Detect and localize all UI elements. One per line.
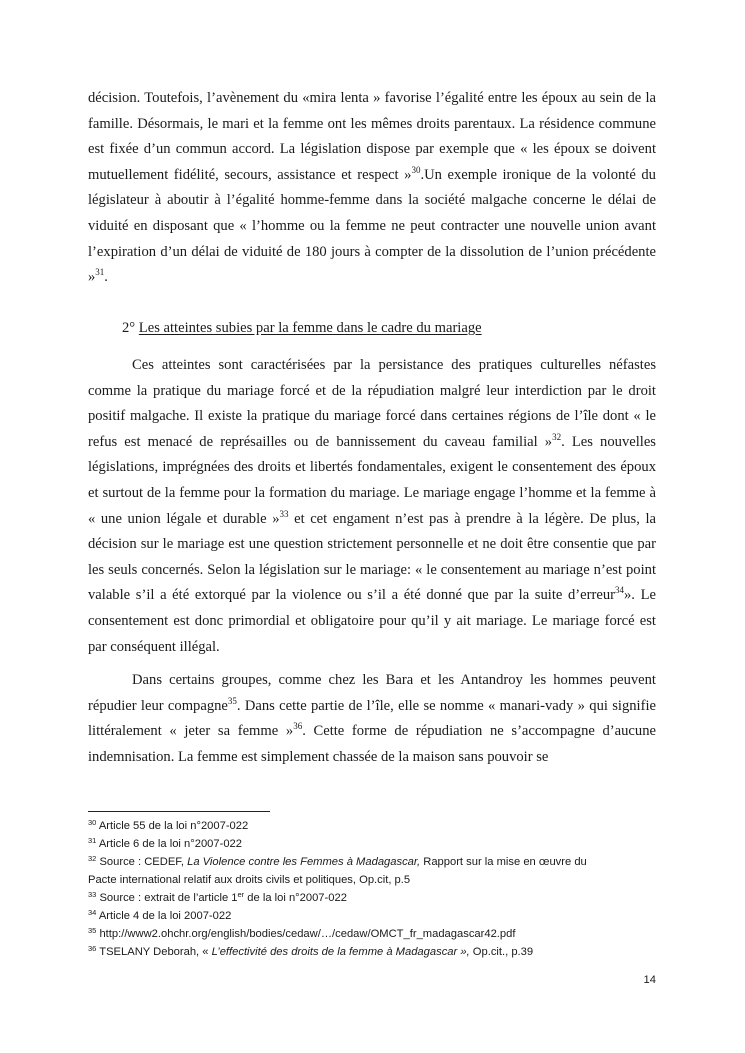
footnote-url[interactable]: http://www2.ohchr.org/english/bodies/cedaw/…/cedaw/OMCT_fr_madagascar42.pdf [96, 928, 516, 940]
footnote-36 [88, 943, 663, 961]
section-heading [122, 316, 482, 342]
paragraph-text: . [104, 269, 108, 286]
footnote-number: 32 [88, 854, 97, 863]
footnote-text: TSELANY Deborah, « [96, 946, 212, 958]
footnote-number: 30 [88, 818, 97, 827]
footnote-number: 36 [88, 944, 97, 953]
section-title: Les atteintes subies par la femme dans le cadre du mariage [138, 320, 482, 336]
footnote-text: Source : extrait de l’article 1 [96, 892, 238, 904]
footnote-32 [88, 853, 663, 871]
paragraph-text: . Cette forme de répudiation ne s’accompagne d’aucune indemnisation. La femme est simplement chassée de la maison sans pouvoir se [88, 723, 656, 765]
footnote-34 [88, 907, 663, 925]
footnote-33 [88, 889, 663, 907]
paragraph-text: décision. Toutefois, l’avènement du «mira lenta » favorise l’égalité entre les époux au sein de la famille. Désormais, le mari et la femme ont les mêmes droits parentaux. La résidence commune est fixée d’un commun accord. La législation dispose par exemple que « les époux se doivent mutuellement fidélité, secours, assistance et respect » [88, 90, 656, 183]
footnote-31 [88, 835, 663, 853]
footnote-number: 34 [88, 908, 97, 917]
footnote-text: Source : CEDEF, [96, 856, 188, 868]
footnote-italic-title: La Violence contre les Femmes à Madagascar, [187, 856, 421, 868]
paragraph-text: Dans certains groupes, comme chez les Bara et les Antandroy les hommes peuvent répudier leur compagne [88, 672, 656, 714]
footnote-text: Op.cit., p.39 [469, 946, 534, 958]
footnote-text: Article 6 de la loi n°2007-022 [96, 838, 242, 850]
footnote-ref-35[interactable]: 35 [227, 695, 237, 706]
footnote-separator [88, 811, 270, 812]
ordinal-superscript: er [237, 890, 245, 899]
paragraph-text: ». Le consentement est donc primordial et obligatoire pour qu’il y ait mariage. Le mariage forcé est par conséquent illégal. [88, 587, 656, 655]
paragraph-text: et cet engament n’est pas à prendre à la légère. De plus, la décision sur le mariage est une question strictement personnelle et ne doit être consentie que par les seuls concernés. Selon la législation sur le mariage: « le consentement au mariage n’est point valable s’il a été extorqué par la violence ou s’il a été donné que par la suite d’erreur [88, 510, 656, 604]
footnote-ref-33[interactable]: 33 [279, 508, 289, 519]
paragraph-text: Ces atteintes sont caractérisées par la persistance des pratiques culturelles néfastes comme la pratique du mariage forcé et de la répudiation malgré leur interdiction par le droit positif malgache. Il existe la pratique du mariage forcé dans certaines régions de l’île dont « le refus est menacé de représailles ou de bannissement du caveau familial » [88, 357, 656, 450]
paragraph-text: .Un exemple ironique de la volonté du législateur à aboutir à l’égalité homme-femme dans la société malgache concerne le délai de viduité en disposant que « l’homme ou la femme ne peut contracter une nouvelle union avant l’expiration d’un délai de viduité de 180 jours à compter de la dissolution de l’union précédente » [88, 166, 656, 286]
footnote-text: Pacte international relatif aux droits civils et politiques, Op.cit, p.5 [88, 874, 411, 886]
footnote-30 [88, 817, 663, 835]
footnote-number: 33 [88, 890, 97, 899]
footnote-ref-36[interactable]: 36 [293, 721, 303, 732]
footnote-text: Rapport sur la mise en œuvre du [420, 856, 587, 868]
footnote-ref-30[interactable]: 30 [411, 164, 421, 175]
paragraph-text: . Les nouvelles législations, imprégnées des droits et libertés fondamentales, exigent le consentement des époux et surtout de la femme pour la formation du mariage. Le mariage engage l’homme et la femme à « une union légale et durable » [88, 433, 656, 527]
footnote-ref-32[interactable]: 32 [552, 431, 562, 442]
footnote-ref-34[interactable]: 34 [615, 585, 624, 596]
footnote-text: de la loi n°2007-022 [244, 892, 347, 904]
footnote-text: Article 55 de la loi n°2007-022 [96, 820, 249, 832]
footnote-number: 35 [88, 926, 97, 935]
footnote-italic-title: L’effectivité des droits de la femme à Madagascar », [211, 946, 470, 958]
paragraph-3 [88, 668, 656, 770]
section-number: 2° [122, 320, 136, 336]
paragraph-2 [88, 353, 656, 660]
paragraph-text: . Dans cette partie de l’île, elle se nomme « manari-vady » qui signifie littéralement « jeter sa femme » [88, 697, 657, 740]
footnote-text: Article 4 de la loi 2007-022 [96, 910, 232, 922]
footnotes [88, 817, 663, 961]
footnote-ref-31[interactable]: 31 [95, 267, 105, 278]
paragraph-1 [88, 86, 656, 291]
page-number: 14 [643, 974, 656, 986]
footnote-32-continued [88, 871, 663, 889]
footnote-number: 31 [88, 836, 97, 845]
footnote-35 [88, 925, 663, 943]
